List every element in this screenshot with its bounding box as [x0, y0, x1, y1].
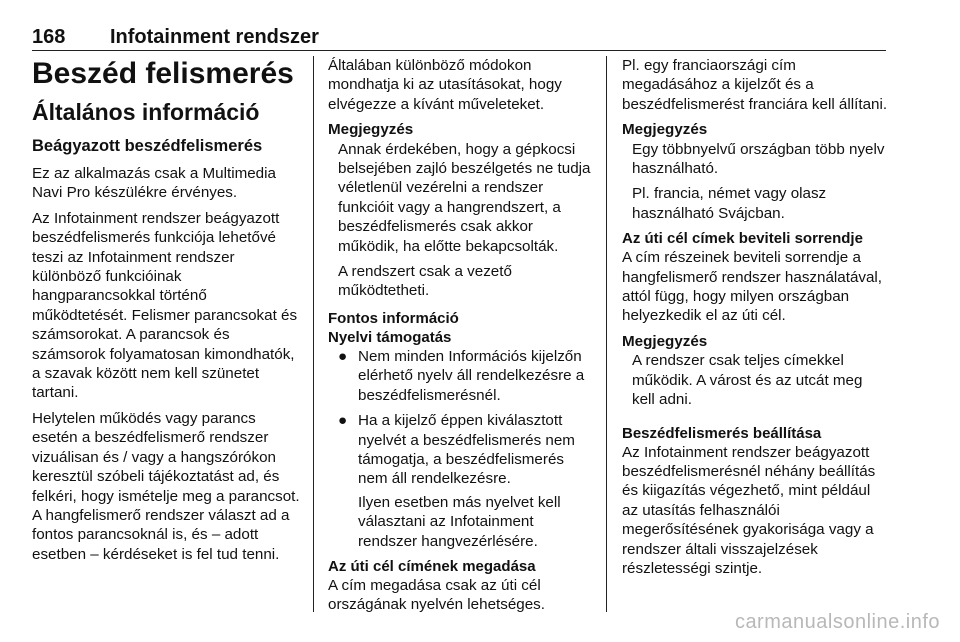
subheading-order: Az úti cél címek beviteli sorrendje: [622, 230, 863, 248]
paragraph: Helytelen működés vagy parancs esetén a beszédfelismerő rendszer vizuálisan és / vagy a hangszórókon keresztül szóbeli tájékoztatást ad, és felkéri, hogy ismételje meg a parancsot. A hangfelismerő rendszer választ ad a fontos parancsoknál is, és – adott esetben – kérdéseket is fel tud tenni.: [32, 409, 300, 563]
note-title: Megjegyzés: [622, 332, 708, 350]
paragraph: Az Infotainment rendszer beágyazott beszédfelismerésnél néhány beállítás és kiigazítás végezhető, mint például az utasítás felhasználói megerősítésének gyakorisága vagy a rendszer általi visszajelzések részletességi szintje.: [622, 443, 876, 577]
list-item-subtext: Ilyen esetben más nyelvet kell választani az Infotainment rendszer hangvezérlésére.: [358, 493, 561, 550]
note-text: Annak érdekében, hogy a gépkocsi belsejében zajló beszélgetés ne tudja véletlenül vezérelni a rendszer funkcióit vagy a hangrendszert, a beszédfelismerés csak akkor működik, ha előtte bekapcsolták.: [338, 140, 591, 255]
subheading-settings: Beszédfelismerés beállítása: [622, 424, 822, 442]
chapter-title: Infotainment rendszer: [110, 26, 319, 48]
paragraph: Általában különböző módokon mondhatja ki az utasításokat, hogy elvégezze a kívánt műveleteket.: [328, 57, 562, 113]
subsection-title: Általános információ: [32, 99, 260, 125]
column-2: [328, 56, 596, 621]
bullet-icon: ●: [338, 412, 348, 430]
subheading-language: Nyelvi támogatás: [328, 328, 452, 346]
section-title: Beszéd felismerés: [32, 57, 294, 90]
watermark: carmanualsonline.info: [734, 611, 940, 633]
topic-heading: Beágyazott beszédfelismerés: [32, 137, 263, 155]
column-divider: [313, 56, 314, 612]
paragraph: Ez az alkalmazás csak a Multimedia Navi Pro készülékre érvényes.: [32, 165, 276, 202]
note-title: Megjegyzés: [622, 121, 708, 139]
bullet-icon: ●: [338, 347, 348, 365]
subheading-important: Fontos információ: [328, 309, 459, 327]
list-item: [328, 347, 596, 405]
note-text: Egy többnyelvű országban több nyelv használható.: [632, 140, 885, 178]
page-header: [32, 26, 886, 51]
list-item-text: Nem minden Információs kijelzőn elérhető nyelv áll rendelkezésre a beszédfelismerésnél.: [358, 347, 585, 404]
note-text: Pl. francia, német vagy olasz használható Svájcban.: [632, 185, 827, 222]
note-text: A rendszer csak teljes címekkel működik. A várost és az utcát meg kell adni.: [632, 352, 863, 409]
page-number: 168: [32, 26, 66, 48]
paragraph: A cím részeinek beviteli sorrendje a hangfelismerő rendszer használatával, attól függ, hogy milyen országban helyezkedik el az úti cél.: [622, 249, 883, 325]
paragraph: Az Infotainment rendszer beágyazott beszédfelismerés funkciója lehetővé teszi az Infotainment rendszer különböző funkcióinak hangparancsokkal történő működtetését. Felismer parancsokat és számsorokat. A parancsok és számsorok folyamatosan kimondhatók, a szavak között nem kell szünetet tartani.: [32, 209, 298, 402]
paragraph: A cím megadása csak az úti cél országának nyelvén lehetséges.: [328, 576, 545, 614]
list-item-text: Ha a kijelző éppen kiválasztott nyelvét a beszédfelismerés nem támogatja, a beszédfelismerés nem áll rendelkezésre.: [358, 412, 575, 488]
column-divider: [606, 56, 607, 612]
column-1: [32, 56, 302, 570]
subheading-destination: Az úti cél címének megadása: [328, 557, 536, 575]
paragraph: Pl. egy franciaországi cím megadásához a kijelzőt és a beszédfelismerést franciára kell állítani.: [622, 57, 888, 113]
column-3: [622, 56, 888, 584]
list-item: [328, 411, 596, 489]
note-title: Megjegyzés: [328, 121, 414, 139]
bullet-list: [328, 347, 596, 489]
note-text: A rendszert csak a vezető működtetheti.: [338, 263, 512, 300]
